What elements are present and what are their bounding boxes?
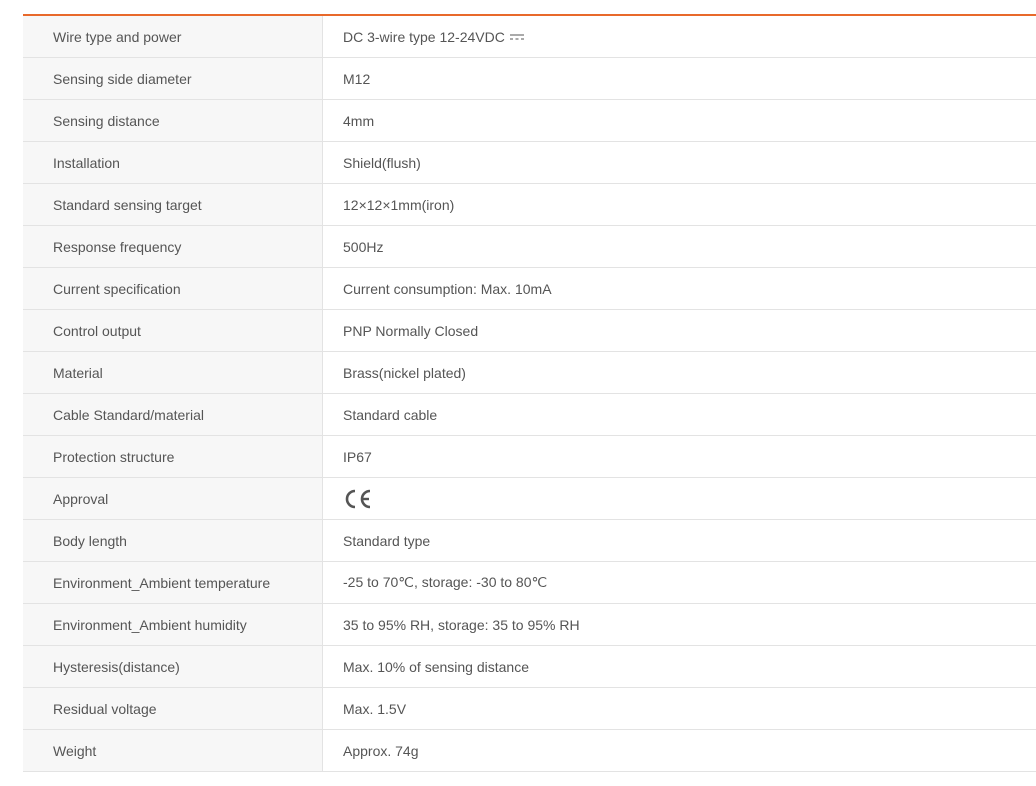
spec-label: Body length <box>23 520 323 561</box>
spec-label: Standard sensing target <box>23 184 323 225</box>
spec-label: Response frequency <box>23 226 323 267</box>
spec-row-hysteresis <box>23 646 1036 688</box>
spec-label: Weight <box>23 730 323 771</box>
spec-label: Installation <box>23 142 323 183</box>
spec-label: Control output <box>23 310 323 351</box>
spec-row-approval <box>23 478 1036 520</box>
spec-label: Protection structure <box>23 436 323 477</box>
spec-row-cable <box>23 394 1036 436</box>
spec-value: IP67 <box>323 436 1036 477</box>
spec-value: Shield(flush) <box>323 142 1036 183</box>
spec-row-body-length <box>23 520 1036 562</box>
spec-row-current-spec <box>23 268 1036 310</box>
spec-value: Approx. 74g <box>323 730 1036 771</box>
ce-mark-icon <box>343 488 373 510</box>
spec-value: Standard type <box>323 520 1036 561</box>
spec-value: 4mm <box>323 100 1036 141</box>
spec-row-weight <box>23 730 1036 772</box>
spec-label: Environment_Ambient temperature <box>23 562 323 603</box>
spec-value: DC 3-wire type 12-24VDC <box>343 28 505 45</box>
spec-value-cell <box>323 16 1036 57</box>
spec-label: Sensing distance <box>23 100 323 141</box>
spec-row-sensing-diameter <box>23 58 1036 100</box>
spec-value: Max. 10% of sensing distance <box>323 646 1036 687</box>
spec-label: Current specification <box>23 268 323 309</box>
spec-value: Max. 1.5V <box>323 688 1036 729</box>
spec-label: Sensing side diameter <box>23 58 323 99</box>
spec-row-ambient-temperature <box>23 562 1036 604</box>
spec-label: Environment_Ambient humidity <box>23 604 323 645</box>
spec-value: Standard cable <box>323 394 1036 435</box>
spec-row-material <box>23 352 1036 394</box>
spec-value: Brass(nickel plated) <box>323 352 1036 393</box>
spec-table <box>23 14 1036 772</box>
spec-row-protection <box>23 436 1036 478</box>
spec-row-residual-voltage <box>23 688 1036 730</box>
spec-row-wire-type <box>23 16 1036 58</box>
spec-row-response-frequency <box>23 226 1036 268</box>
spec-value: 500Hz <box>323 226 1036 267</box>
spec-value-cell <box>323 478 1036 519</box>
spec-row-sensing-target <box>23 184 1036 226</box>
spec-value: M12 <box>323 58 1036 99</box>
spec-row-installation <box>23 142 1036 184</box>
spec-label: Residual voltage <box>23 688 323 729</box>
dc-symbol-icon <box>510 33 524 41</box>
spec-value: 12×12×1mm(iron) <box>323 184 1036 225</box>
spec-value: PNP Normally Closed <box>323 310 1036 351</box>
spec-value: 35 to 95% RH, storage: 35 to 95% RH <box>323 604 1036 645</box>
spec-row-control-output <box>23 310 1036 352</box>
spec-label: Cable Standard/material <box>23 394 323 435</box>
spec-label: Wire type and power <box>23 16 323 57</box>
spec-label: Material <box>23 352 323 393</box>
spec-row-ambient-humidity <box>23 604 1036 646</box>
spec-label: Approval <box>23 478 323 519</box>
spec-value: Current consumption: Max. 10mA <box>323 268 1036 309</box>
spec-row-sensing-distance <box>23 100 1036 142</box>
spec-value: -25 to 70℃, storage: -30 to 80℃ <box>323 562 1036 603</box>
spec-label: Hysteresis(distance) <box>23 646 323 687</box>
